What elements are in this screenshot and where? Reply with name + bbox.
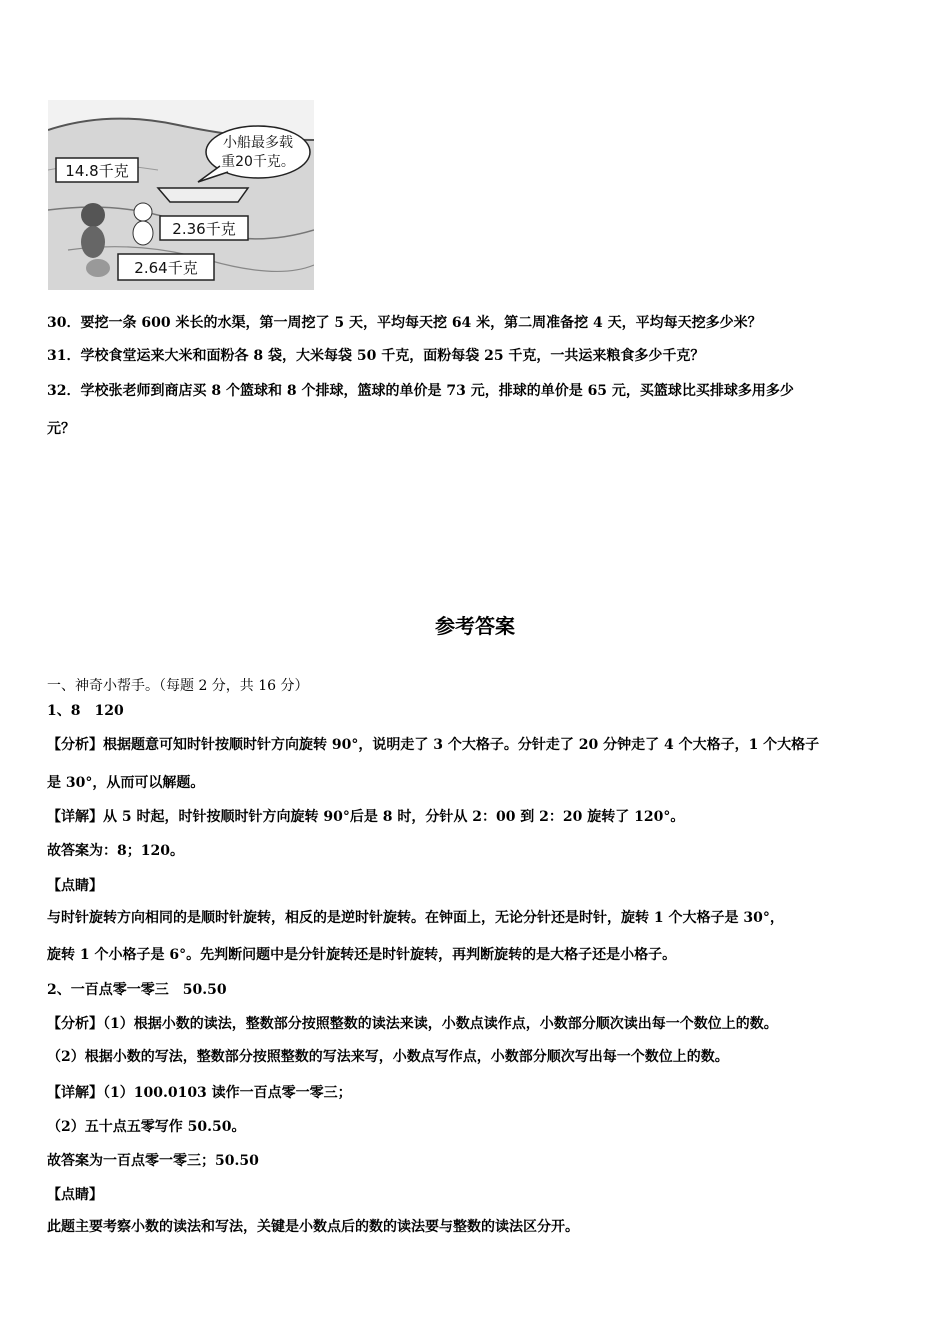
answer-2-review: 此题主要考察小数的读法和写法，关键是小数点后的数的读法要与整数的读法区分开。 xyxy=(47,1219,579,1235)
answer-2-analysis-continued: （2）根据小数的写法，整数部分按照整数的写法来写，小数点写作点，小数部分顺次写出每一个数位上的数。 xyxy=(47,1049,729,1065)
answer-1-conclusion: 故答案为：8；120。 xyxy=(47,843,184,859)
question-32-continued: 元？ xyxy=(47,421,75,437)
answer-2-analysis: 【分析】（1）根据小数的读法，整数部分按照整数的读法来读，小数点读作点，小数部分顺次读出每一个数位上的数。 xyxy=(47,1016,778,1032)
weight-label-1: 14.8千克 xyxy=(65,162,129,180)
answer-1-detail: 【详解】从 5 时起，时针按顺时针方向旋转 90°后是 8 时，分针从 2：00 到 2：20 旋转了 120°。 xyxy=(47,809,685,825)
speech-line-2: 重20千克。 xyxy=(221,154,295,170)
answer-1-review-continued: 旋转 1 个小格子是 6°。先判断问题中是分针旋转还是时针旋转，再判断旋转的是大格子还是小格子。 xyxy=(47,947,677,963)
answer-2-detail-continued: （2）五十点五零写作 50.50。 xyxy=(47,1119,246,1135)
answer-2-conclusion: 故答案为一百点零一零三；50.50 xyxy=(47,1153,259,1169)
piglet xyxy=(86,259,110,277)
answer-1-review: 与时针旋转方向相同的是顺时针旋转，相反的是逆时针旋转。在钟面上，无论分针还是时针，旋转 1 个大格子是 30°， xyxy=(47,910,784,926)
rabbit xyxy=(134,203,152,221)
answer-2-detail: 【详解】（1）100.0103 读作一百点零一零三； xyxy=(47,1085,352,1101)
answer-1: 1、8 120 xyxy=(47,703,124,719)
answer-2-review-label: 【点睛】 xyxy=(47,1187,103,1203)
question-30: 30．要挖一条 600 米长的水渠，第一周挖了 5 天，平均每天挖 64 米，第二周准备挖 4 天，平均每天挖多少米？ xyxy=(47,315,762,331)
answer-1-review-label: 【点睛】 xyxy=(47,878,103,894)
section-heading: 一、神奇小帮手。（每题 2 分，共 16 分） xyxy=(47,678,309,694)
weight-label-2: 2.36千克 xyxy=(172,220,236,238)
question-31: 31．学校食堂运来大米和面粉各 8 袋，大米每袋 50 千克，面粉每袋 25 千克，一共运来粮食多少千克？ xyxy=(47,348,705,364)
speech-line-1: 小船最多载 xyxy=(223,135,293,151)
monkey xyxy=(81,203,105,227)
boat-illustration xyxy=(48,100,314,290)
answer-2: 2、一百点零一零三 50.50 xyxy=(47,982,227,998)
answer-title: 参考答案 xyxy=(435,614,515,638)
answer-1-analysis-continued: 是 30°，从而可以解题。 xyxy=(47,775,205,791)
answer-1-analysis: 【分析】根据题意可知时针按顺时针方向旋转 90°，说明走了 3 个大格子。分针走了 20 分钟走了 4 个大格子，1 个大格子 xyxy=(47,737,820,753)
weight-label-3: 2.64千克 xyxy=(134,259,198,277)
boat xyxy=(158,188,248,202)
question-32: 32．学校张老师到商店买 8 个篮球和 8 个排球，篮球的单价是 73 元，排球的单价是 65 元，买篮球比买排球多用多少 xyxy=(47,383,794,399)
